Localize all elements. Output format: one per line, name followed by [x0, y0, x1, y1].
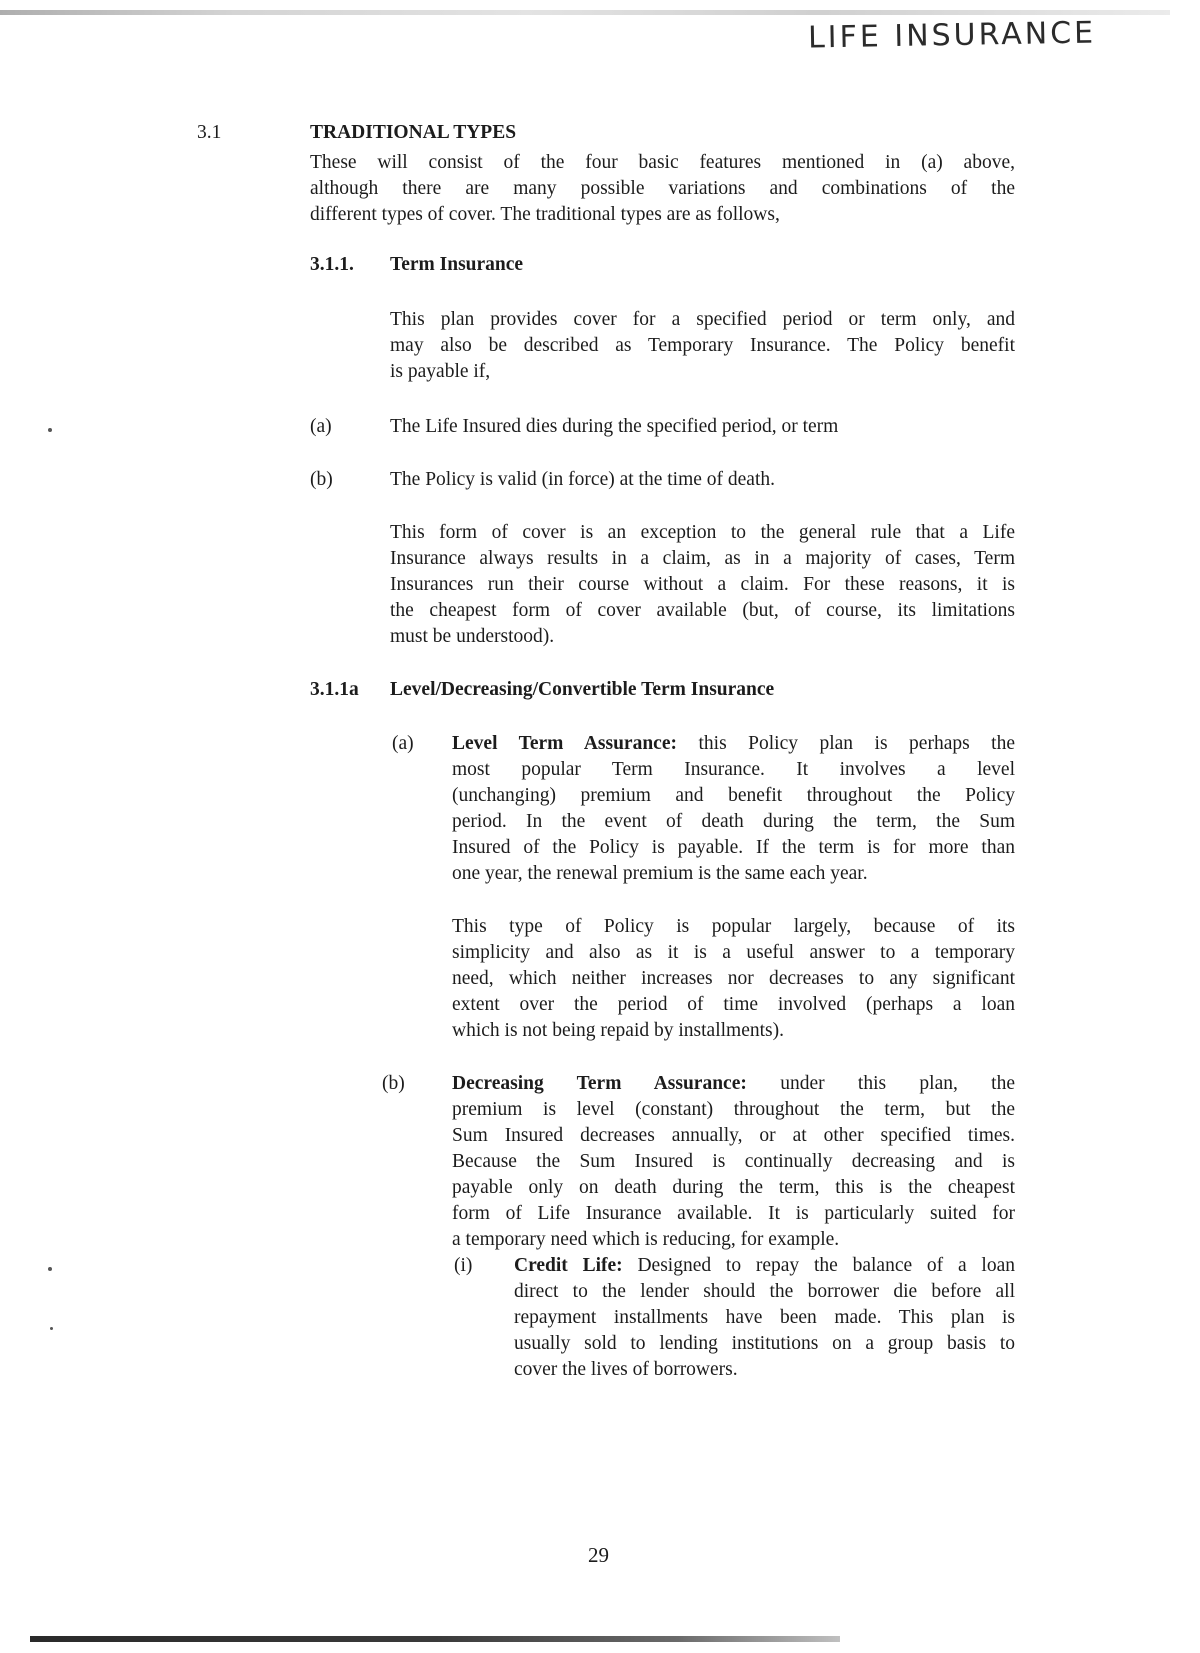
paragraph-line: This plan provides cover for a specified period or term only, and [390, 309, 1015, 330]
paragraph-line: Insurances run their course without a claim. For these reasons, it is [390, 574, 1015, 595]
list-label: (a) [392, 733, 414, 754]
scan-edge-bottom [30, 1636, 840, 1642]
paragraph-line: Insured of the Policy is payable. If the term is for more than [452, 837, 1015, 858]
subsection-title: Level/Decreasing/Convertible Term Insurance [390, 679, 775, 700]
scan-speck [50, 1327, 53, 1330]
subsection-title: Term Insurance [390, 254, 524, 275]
section-intro-line: although there are many possible variations and combinations of the [310, 178, 1015, 199]
paragraph-line: premium is level (constant) throughout the term, but the [452, 1099, 1015, 1120]
list-label: (a) [310, 416, 332, 437]
paragraph-line: must be understood). [390, 626, 555, 647]
section-number: 3.1 [197, 122, 222, 143]
paragraph-line: This form of cover is an exception to the general rule that a Life [390, 522, 1015, 543]
paragraph-line: (unchanging) premium and benefit throughout the Policy [452, 785, 1015, 806]
paragraph-line: cover the lives of borrowers. [514, 1359, 738, 1380]
paragraph-line: a temporary need which is reducing, for example. [452, 1229, 840, 1250]
paragraph-line: the cheapest form of cover available (but, of course, its limitations [390, 600, 1015, 621]
paragraph-line: period. In the event of death during the term, the Sum [452, 811, 1015, 832]
term-heading: Credit Life: [514, 1255, 623, 1276]
list-label: (b) [310, 469, 333, 490]
paragraph-line [452, 731, 1015, 757]
paragraph-line: need, which neither increases nor decreases to any significant [452, 968, 1015, 989]
scan-speck [48, 428, 52, 432]
paragraph-line: is payable if, [390, 361, 491, 382]
paragraph-line: extent over the period of time involved (perhaps a loan [452, 994, 1015, 1015]
section-intro-line: different types of cover. The traditional types are as follows, [310, 204, 780, 225]
paragraph-line [514, 1253, 1015, 1279]
subsection-number: 3.1.1. [310, 254, 354, 275]
section-title: TRADITIONAL TYPES [310, 122, 517, 143]
paragraph-line: which is not being repaid by installments). [452, 1020, 784, 1041]
paragraph-line: Insurance always results in a claim, as in a majority of cases, Term [390, 548, 1015, 569]
handwritten-header: LIFE INSURANCE [807, 15, 1097, 56]
paragraph-line: Because the Sum Insured is continually decreasing and is [452, 1151, 1015, 1172]
list-item-text: The Policy is valid (in force) at the time of death. [390, 469, 776, 490]
paragraph-line: Sum Insured decreases annually, or at other specified times. [452, 1125, 1015, 1146]
paragraph-text: under this plan, the [780, 1073, 1016, 1094]
paragraph-line: may also be described as Temporary Insurance. The Policy benefit [390, 335, 1015, 356]
paragraph-line: form of Life Insurance available. It is particularly suited for [452, 1203, 1015, 1224]
paragraph-line [452, 1071, 1015, 1097]
paragraph-line: direct to the lender should the borrower die before all [514, 1281, 1015, 1302]
paragraph-line: payable only on death during the term, this is the cheapest [452, 1177, 1015, 1198]
term-heading: Level Term Assurance: [452, 733, 677, 754]
term-heading: Decreasing Term Assurance: [452, 1073, 747, 1094]
paragraph-text: this Policy plan is perhaps the [698, 733, 1016, 754]
paragraph-line: simplicity and also as it is a useful answer to a temporary [452, 942, 1015, 963]
scan-speck [48, 1267, 52, 1271]
paragraph-line: one year, the renewal premium is the same each year. [452, 863, 868, 884]
subsection-number: 3.1.1a [310, 679, 359, 700]
paragraph-line: repayment installments have been made. This plan is [514, 1307, 1015, 1328]
list-label: (b) [382, 1073, 405, 1094]
page-number: 29 [588, 1543, 609, 1567]
paragraph-text: Designed to repay the balance of a loan [637, 1255, 1015, 1276]
paragraph-line: most popular Term Insurance. It involves a level [452, 759, 1015, 780]
scan-edge-top [0, 10, 1170, 15]
list-label: (i) [454, 1255, 473, 1276]
paragraph-line: usually sold to lending institutions on a group basis to [514, 1333, 1015, 1354]
section-intro-line: These will consist of the four basic features mentioned in (a) above, [310, 152, 1015, 173]
list-item-text: The Life Insured dies during the specified period, or term [390, 416, 839, 437]
paragraph-line: This type of Policy is popular largely, because of its [452, 916, 1015, 937]
